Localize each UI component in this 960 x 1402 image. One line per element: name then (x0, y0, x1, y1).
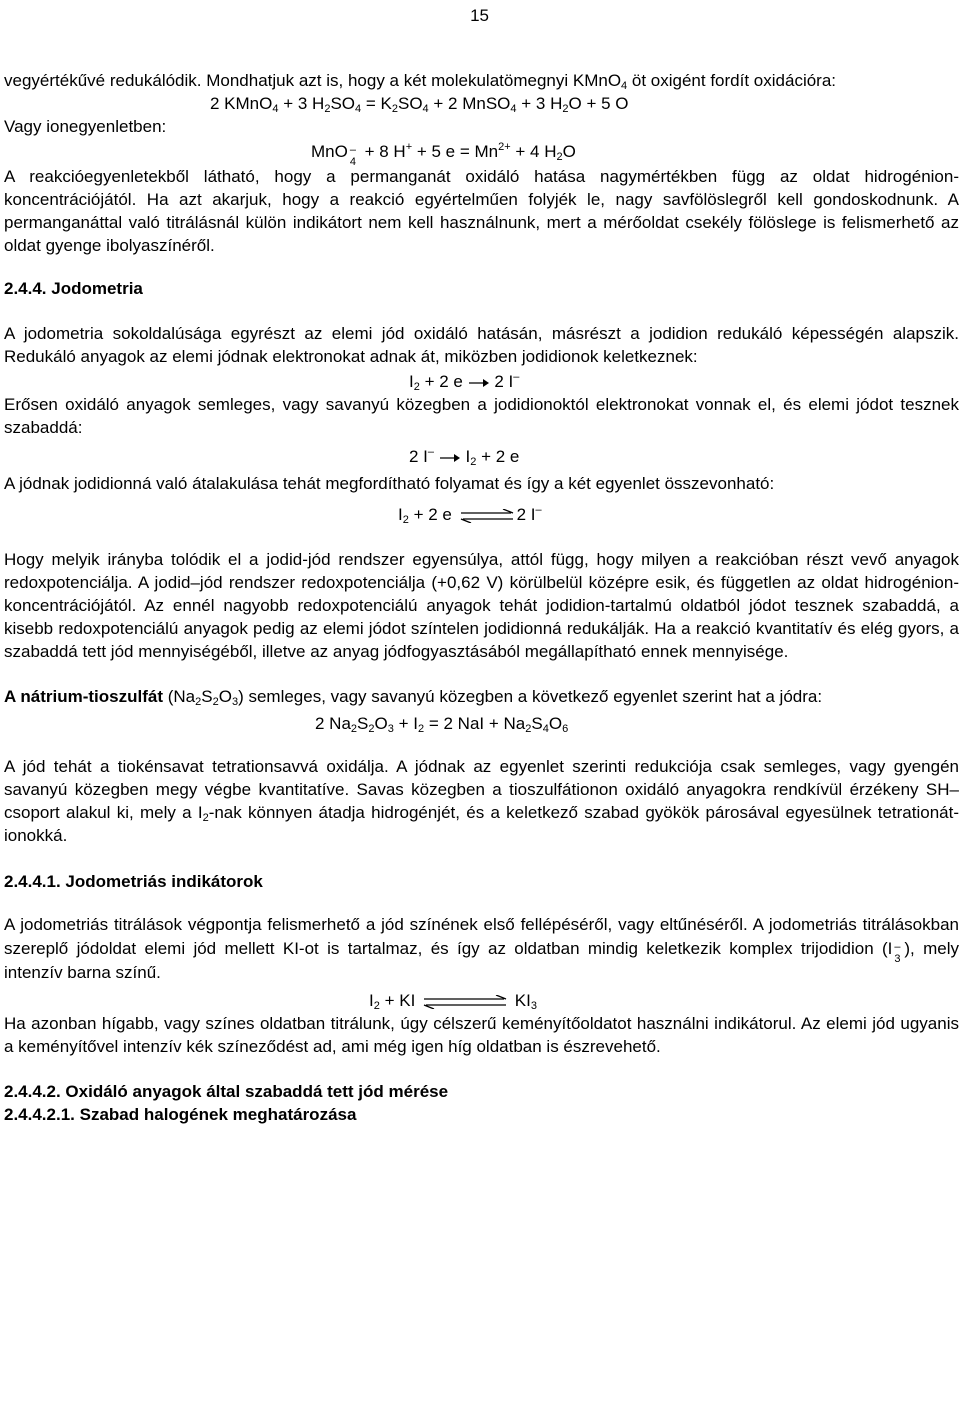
section-heading-jodometria: 2.4.4. Jodometria (4, 279, 143, 298)
section-heading-indicators: 2.4.4.1. Jodometriás indikátorok (4, 872, 263, 891)
right-arrow-icon (439, 453, 461, 463)
equation-equilibrium: $I_2 + 2$ e 2 I– (398, 504, 542, 526)
equation-iodine-reduction: $I_2 + 2$ e 2 I– (409, 371, 520, 393)
paragraph-permanganate-intro: vegyértékűvé redukálódik. Mondhatjuk azt is, hogy a két molekulatömegnyi KMnO$_4$ öt oxigént fordít oxidációra: (4, 71, 837, 92)
document-page (4, 0, 959, 1126)
ion-equation-intro: Vagy ionegyenletben: (4, 117, 167, 136)
equation-iodide-oxidation: 2 I– $I_2 + 2$ e (409, 446, 520, 468)
paragraph-redox-potential: Hogy melyik irányba tolódik el a jodid-jód rendszer egyensúlya, attól függ, hogy milyen a reakcióban részt vevő anyagok redoxpotenciálja. A jodid–jód rendszer redoxpotenciálja (+0,62 V) körülbelül középre esik, és független az oldat hidrogénion-koncentrációjától. Az ennél nagyobb redoxpotenciálú anyagok tehát jodidion-tartalmú oldatból jódot tesznek szabaddá, a kisebb redoxpotenciálú anyagok pedig az elemi jódot színtelen jodidionná redukálják. Ha a reakció kvantitatív és elég gyors, a szabaddá tett jód mennyiségéből, illetve az anyag jódfogyasztásából megállapítható ennek mennyisége. (4, 550, 959, 661)
equation-kmno4: 2 KMnO$_4$ + 3 $H_2SO_4 = K_2SO_4 + 2$ MnSO$_4$ + 3 $H_2O + 5$ O (210, 94, 629, 115)
paragraph-permanganate-conclusion: A reakcióegyenletekből látható, hogy a permanganát oxidáló hatása nagymértékben függ az oldat hidrogénion-koncentrációjától. Ha azt akarjuk, hogy a reakció egyértelműen folyjék le, nagy savfölöslegről kell gondoskodnunk. A permanganáttal való titrálásnál külön indikátort nem kell használnunk, mert a mérőoldat csekély fölöslege is felismerhető az oldat gyenge ibolyaszínéről. (4, 167, 959, 255)
paragraph-reversible: A jódnak jodidionná való átalakulása tehát megfordítható folyamat és így a két egyenlet összevonható: (4, 474, 775, 493)
paragraph-starch: Ha azonban hígabb, vagy színes oldatban titrálunk, úgy célszerű keményítőoldatot használni indikátorul. Az elemi jód ugyanis a keményítővel intenzív kék színeződést ad, ami még igen híg oldatban is észrevehető. (4, 1014, 959, 1056)
page-number: 15 (470, 6, 489, 25)
equilibrium-arrow-icon (457, 509, 517, 523)
paragraph-thiosulfate-intro: A nátrium-tioszulfát $(Na_2S_2O_3)$ semleges, vagy savanyú közegben a következő egyenlet szerint hat a jódra: (4, 687, 823, 708)
right-arrow-icon (468, 378, 490, 388)
paragraph-jodometria-intro: A jodometria sokoldalúsága egyrészt az elemi jód oxidáló hatásán, másrészt a jodidion redukáló képességén alapszik. Redukáló anyagok az elemi jódnak elektronokat adnak át, miközben jodidionok keletkeznek: (4, 324, 959, 366)
equation-permanganate-ion: MnO – 4 + 8 H+ + 5 $e = Mn^{2+} + 4$ $H_2O$ (311, 141, 576, 168)
paragraph-indicators: A jodometriás titrálások végpontja felismerhető a jód színének első fellépéséről, vagy eltűnéséről. A jodometriás titrálásokban szereplő jódoldat elemi jód mellett KI-ot is tartalmaz, és így az oldatban mindig keletkezik komplex trijodidion (I – 3 ), mely intenzív barna színű. (4, 915, 959, 982)
paragraph-iodide-oxidation: Erősen oxidáló anyagok semleges, vagy savanyú közegben a jodidionoktól elektronokat vonnak el, és elemi jódot tesznek szabaddá: (4, 395, 959, 437)
equilibrium-arrow-icon (420, 995, 510, 1009)
section-heading-oxidizers: 2.4.4.2. Oxidáló anyagok által szabaddá tett jód mérése (4, 1082, 449, 1101)
equation-thiosulfate: 2 $Na_2S_2O_3 + I_2 = 2$ NaI + $Na_2S_4O_6$ (315, 714, 569, 735)
paragraph-thiosulfate-details: A jód tehát a tiokénsavat tetrationsavvá oxidálja. A jódnak az egyenlet szerinti redukciója csak semleges, vagy gyengén savanyú közegben megy végbe kvantitatíve. Savas közegben a tioszulfátionon oxidáló anyagokra rendkívül érzékeny SH–csoport alakul ki, mely a $I_2$-nak könnyen átadja hidrogénjét, és a keletkező szabad gyökök párosával egyesülnek tetrationát-ionokká. (4, 757, 959, 845)
section-heading-halogens: 2.4.4.2.1. Szabad halogének meghatározása (4, 1105, 357, 1124)
equation-triiodide: $I_2$ + KI $KI_3$ (369, 991, 537, 1012)
